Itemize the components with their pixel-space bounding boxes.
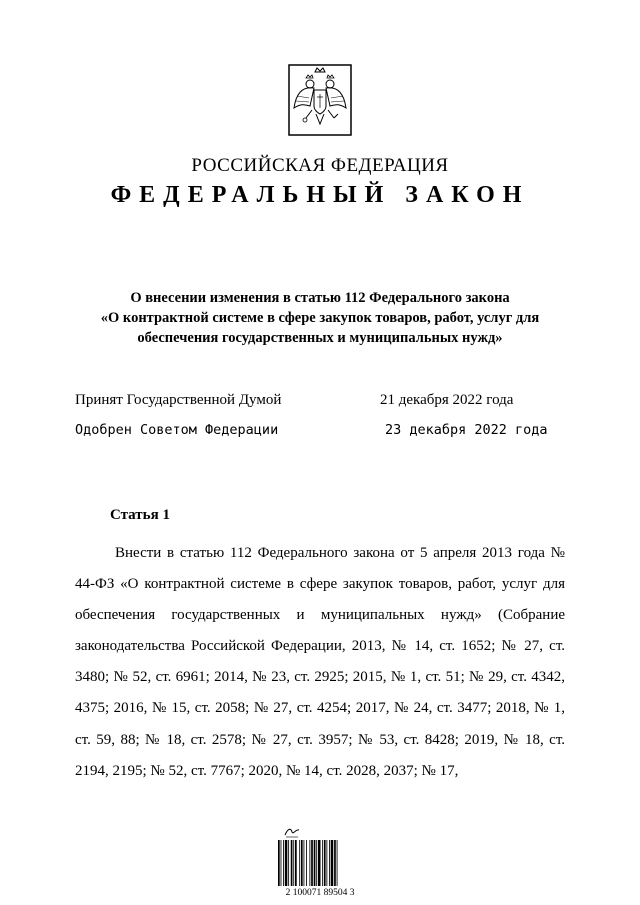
barcode-icon: [278, 840, 360, 886]
subject-line: О внесении изменения в статью 112 Федерального закона: [130, 290, 510, 306]
subject-line: «О контрактной системе в сфере закупок товаров, работ, услуг для: [100, 310, 540, 326]
law-subject: [60, 288, 580, 348]
barcode-number: 2 100071 89504 3: [285, 888, 355, 898]
council-approval-label: Одобрен Советом Федерации: [75, 422, 279, 438]
duma-adoption-label: Принят Государственной Думой: [75, 392, 282, 408]
barcode-block: [270, 826, 370, 898]
council-approval-date: 23 декабря 2022 года: [385, 422, 548, 438]
small-stamp-icon: [283, 826, 301, 838]
article-heading: Статья 1: [110, 507, 170, 523]
article-text: Внести в статью 112 Федерального закона от 5 апреля 2013 года № 44-ФЗ «О контрактной системе в сфере закупок товаров, работ, услуг для обеспечения государственных и муниципальных нужд» (Собрание законодательства Российской Федерации, 2013, № 14, ст. 1652; № 27, ст. 3480; № 52, ст. 6961; 2014, № 23, ст. 2925; 2015, № 1, ст. 51; № 29, ст. 4342, 4375; 2016, № 15, ст. 2058; № 27, ст. 4254; 2017, № 24, ст. 3477; 2018, № 1, ст. 59, 88; № 18, ст. 2578; № 27, ст. 3957; № 53, ст. 8428; 2019, № 18, ст. 2194, 2195; № 52, ст. 7767; 2020, № 14, ст. 2028, 2037; № 17,: [75, 545, 565, 779]
document-type: ФЕДЕРАЛЬНЫЙ ЗАКОН: [110, 182, 530, 208]
country-title: РОССИЙСКАЯ ФЕДЕРАЦИЯ: [191, 155, 449, 176]
coat-of-arms-icon: [288, 64, 352, 136]
subject-line: обеспечения государственных и муниципальных нужд»: [137, 330, 503, 346]
duma-adoption-date: 21 декабря 2022 года: [380, 392, 514, 408]
